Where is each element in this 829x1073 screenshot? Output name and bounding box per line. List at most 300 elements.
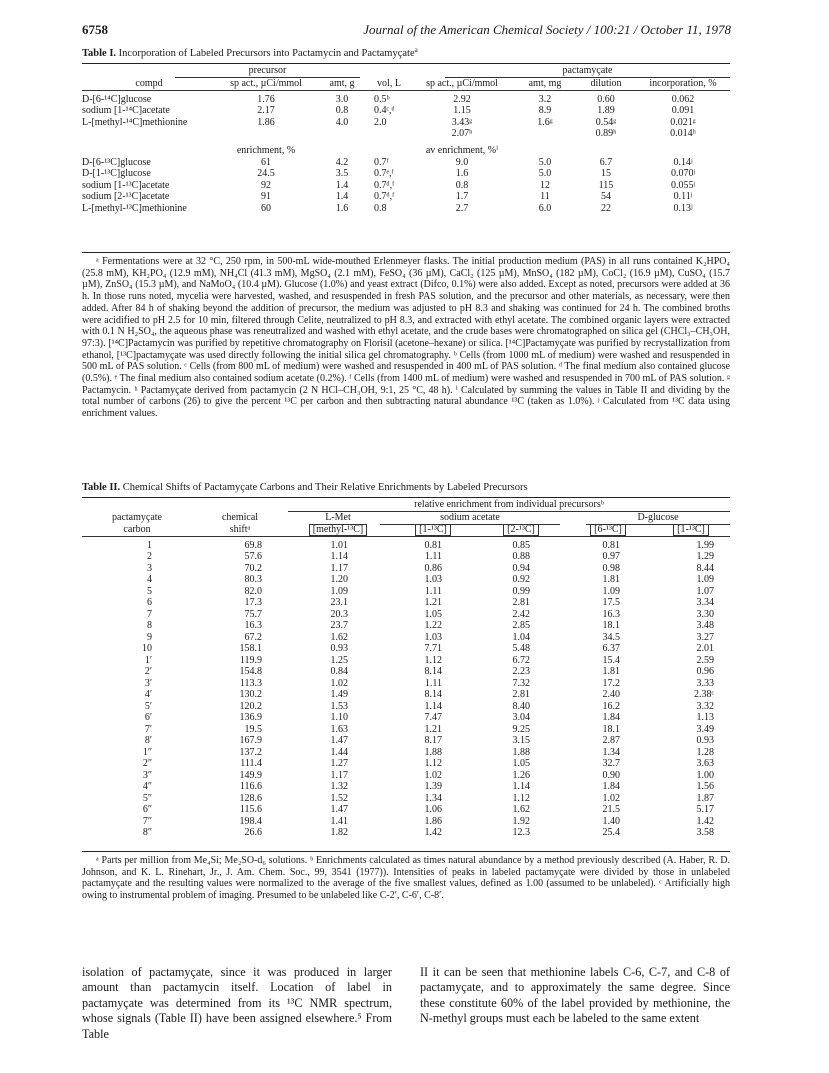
table-cell: 1.27 xyxy=(330,758,348,769)
table2-header-met-label: [methyl-¹³C] xyxy=(309,524,367,536)
table-cell: 0.7ᵈ,ᶠ xyxy=(374,191,395,203)
table1-caption-mark: a xyxy=(414,46,418,54)
table-cell: 0.97 xyxy=(602,551,620,562)
table-cell: 91 xyxy=(261,191,271,203)
table-cell: 137.2 xyxy=(239,746,262,758)
table2-group-glucose: D-glucose xyxy=(637,512,679,523)
table-cell: 17.2 xyxy=(602,677,620,689)
table-row xyxy=(82,747,730,759)
table-cell: 3.33 xyxy=(696,677,714,689)
table-cell: 82.0 xyxy=(244,585,262,597)
table-cell: 32.7 xyxy=(602,758,620,769)
table-cell: 1.17 xyxy=(330,769,348,781)
table-cell: 1.53 xyxy=(330,700,348,712)
table1-subheader-av-enrichment: av enrichment, %ⁱ xyxy=(425,144,499,156)
table-cell: 149.9 xyxy=(239,769,262,781)
table-row xyxy=(82,758,730,770)
table2-label: Table II. xyxy=(82,482,121,493)
table-cell: 136.9 xyxy=(239,712,262,723)
table2-bottom-rule xyxy=(82,851,730,852)
table1-header: dilution xyxy=(590,78,622,89)
table-cell: 1.88 xyxy=(512,746,530,758)
table-cell: 2.40 xyxy=(602,689,620,700)
table-cell: 5.17 xyxy=(696,804,714,815)
table-cell: 0.8 xyxy=(374,202,387,214)
table-cell: 15.4 xyxy=(602,654,620,666)
table-cell: 0.13ʲ xyxy=(673,202,693,214)
table-cell: 0.11ʲ xyxy=(673,191,693,203)
table-cell: 8.14 xyxy=(424,666,442,677)
table-cell: 0.86 xyxy=(424,562,442,574)
table-cell: 1.07 xyxy=(696,585,714,597)
table-row xyxy=(82,563,730,575)
table-cell: 1.11 xyxy=(424,585,442,597)
table-cell: 1.34 xyxy=(602,746,620,758)
table-cell: 9 xyxy=(147,631,152,643)
table-cell: 15 xyxy=(601,168,611,180)
table-row xyxy=(82,105,730,117)
table-row xyxy=(82,804,730,816)
table-cell: D-[1-¹³C]glucose xyxy=(82,168,151,180)
table-cell: 0.99 xyxy=(512,585,530,597)
table-cell: 1.86 xyxy=(424,815,442,827)
table-row xyxy=(82,793,730,805)
table-cell: 1.17 xyxy=(330,562,348,574)
table-row xyxy=(82,191,730,203)
table2-top-rule xyxy=(82,497,730,498)
table-cell: 7.47 xyxy=(424,712,442,723)
table-cell: 1.15 xyxy=(453,105,471,117)
table-cell: 3.63 xyxy=(696,758,714,769)
table-cell: 1.21 xyxy=(424,597,442,608)
table-cell: 0.7ᶠ xyxy=(374,156,389,168)
table-cell: 60 xyxy=(261,202,271,214)
table1-top-rule xyxy=(82,63,730,64)
table-cell: 1.47 xyxy=(330,804,348,815)
table-cell: 1.10 xyxy=(330,712,348,723)
table-cell: 1.6 xyxy=(335,202,349,214)
table-cell: 1.05 xyxy=(512,758,530,769)
table-cell: 1.62 xyxy=(512,804,530,815)
table-cell: 1.28 xyxy=(696,746,714,758)
table-cell: 0.93 xyxy=(330,643,348,654)
table-cell: 3″ xyxy=(142,769,152,781)
table-cell: 0.8 xyxy=(455,179,469,191)
table-cell: 1.81 xyxy=(602,574,620,585)
table-cell: 1.89 xyxy=(597,105,615,117)
table-cell: 70.2 xyxy=(244,562,262,574)
table-row xyxy=(82,632,730,644)
table-row xyxy=(82,712,730,724)
table1-subheader-enrichment: enrichment, % xyxy=(236,144,296,156)
table-cell: 2.01 xyxy=(696,643,714,654)
table2-header-row-1 xyxy=(82,512,730,524)
table-cell: 128.6 xyxy=(239,792,262,804)
table-cell: 1.4 xyxy=(335,191,349,203)
page-number: 6758 xyxy=(82,22,108,37)
table-cell xyxy=(368,128,410,140)
table-cell: 17.3 xyxy=(244,597,262,608)
table-cell: 0.7ᵉ,ᶠ xyxy=(374,168,394,180)
table-cell: 3 xyxy=(147,562,152,574)
table-cell: 0.8 xyxy=(335,105,349,117)
table-cell: 0.5ᵇ xyxy=(374,93,390,105)
table-cell: 6 xyxy=(147,597,152,608)
table-cell: 1.12 xyxy=(424,654,442,666)
table-cell: 1.14 xyxy=(424,700,442,712)
table-cell: 158.1 xyxy=(239,643,262,654)
table-cell: 1.56 xyxy=(696,781,714,792)
table-cell: 1.42 xyxy=(424,827,442,838)
table-cell: 2.23 xyxy=(512,666,530,677)
table-row xyxy=(82,816,730,828)
table-cell: 2.17 xyxy=(257,105,275,117)
table-cell: 1.87 xyxy=(696,792,714,804)
table-cell: 18.1 xyxy=(602,620,620,631)
table-cell: 3.15 xyxy=(512,735,530,746)
table-cell: 8.44 xyxy=(696,562,714,574)
table-cell: 2.59 xyxy=(696,654,714,666)
table-cell xyxy=(82,128,216,140)
table1-header: amt, g xyxy=(329,78,355,89)
table-cell: 1″ xyxy=(142,746,152,758)
table-cell: 6.37 xyxy=(602,643,620,654)
table-cell: 7 xyxy=(147,608,152,620)
table-cell: 3.43ᵍ xyxy=(451,116,473,128)
table-cell: sodium [2-¹³C]acetate xyxy=(82,191,170,203)
table-cell: 1.84 xyxy=(602,781,620,792)
table-cell: 17.5 xyxy=(602,597,620,608)
table-cell: 198.4 xyxy=(239,815,262,827)
table2-header-shift: chemical xyxy=(221,512,259,523)
table-cell: 9.0 xyxy=(455,156,469,168)
table1 xyxy=(82,78,730,215)
body-right-column: II it can be seen that methionine labels C-6, C-7, and C-8 of pactamyçate, and to approximately the same degree. Since these constitute 60% of the label provided by methionine, the N-methyl groups must each be labeled to the same extent xyxy=(420,965,730,1026)
table-cell: sodium [1-¹³C]acetate xyxy=(82,179,170,191)
table-cell: 2.81 xyxy=(512,597,530,608)
table-cell: 8 xyxy=(147,620,152,631)
table-cell: 57.6 xyxy=(244,551,262,562)
table-cell: 120.2 xyxy=(239,700,262,712)
table-cell: 5.48 xyxy=(512,643,530,654)
table-cell: 3.49 xyxy=(696,723,714,735)
table1-caption xyxy=(82,48,418,59)
table-cell: 2.07ʰ xyxy=(451,128,473,140)
table1-group-pactamycate: pactamyçate xyxy=(562,65,613,76)
table-cell: 16.2 xyxy=(602,700,620,712)
table-cell: 1.88 xyxy=(424,746,442,758)
table-cell: 1.40 xyxy=(602,815,620,827)
table-cell: 3.58 xyxy=(696,827,714,838)
table-cell: 1.52 xyxy=(330,792,348,804)
table-cell: 0.7ᵈ,ᶠ xyxy=(374,179,395,191)
table1-header: sp act., µCi/mmol xyxy=(426,78,498,89)
table2-header-glucose-1: [1-¹³C] xyxy=(673,524,709,536)
table-cell: 25.4 xyxy=(602,827,620,838)
table-cell: 16.3 xyxy=(244,620,262,631)
table-cell: 1.03 xyxy=(424,631,442,643)
table-cell: 1.29 xyxy=(696,551,714,562)
table-cell: 1.02 xyxy=(602,792,620,804)
table-row xyxy=(82,551,730,563)
table-cell: 116.6 xyxy=(239,781,262,792)
table-cell: D-[6-¹⁴C]glucose xyxy=(82,93,152,105)
table-cell: 1.6ᵍ xyxy=(537,116,553,128)
table-row xyxy=(82,180,730,192)
table-cell: 0.92 xyxy=(512,574,530,585)
table-cell: 1.14 xyxy=(512,781,530,792)
table-cell: 5″ xyxy=(142,792,152,804)
table-cell: 8.40 xyxy=(512,700,530,712)
table-row xyxy=(82,770,730,782)
table-cell: 113.3 xyxy=(239,677,262,689)
table-row xyxy=(82,655,730,667)
table-cell: 69.8 xyxy=(244,539,262,551)
table-row xyxy=(82,724,730,736)
table-row xyxy=(82,701,730,713)
table-cell xyxy=(514,128,576,140)
table-cell: 1.20 xyxy=(330,574,348,585)
table-cell: 0.81 xyxy=(424,539,442,551)
table-cell: 23.1 xyxy=(330,597,348,608)
table-cell: 3.30 xyxy=(696,608,714,620)
table1-bottom-rule xyxy=(82,252,730,253)
table-cell: 1.22 xyxy=(424,620,442,631)
table-cell: 1.09 xyxy=(602,585,620,597)
table2 xyxy=(82,512,730,839)
table-cell: 1.42 xyxy=(696,815,714,827)
table-cell: 154.8 xyxy=(239,666,262,677)
table-cell: 20.3 xyxy=(330,608,348,620)
table-cell: 7.71 xyxy=(424,643,442,654)
table-cell: 0.60 xyxy=(597,93,615,105)
table-row xyxy=(82,678,730,690)
table-cell: 2″ xyxy=(142,758,152,769)
table-cell: 0.84 xyxy=(330,666,348,677)
table-cell: 18.1 xyxy=(602,723,620,735)
table-cell: 2.92 xyxy=(453,93,471,105)
table-cell: 1.11 xyxy=(424,677,442,689)
table-cell: 0.14ʲ xyxy=(673,156,693,168)
table-cell: 6′ xyxy=(144,712,152,723)
table-cell: 130.2 xyxy=(239,689,262,700)
table-row xyxy=(82,586,730,598)
table-cell: 1.02 xyxy=(424,769,442,781)
table-cell: 3.48 xyxy=(696,620,714,631)
table-cell: sodium [1-¹⁴C]acetate xyxy=(82,105,170,117)
table-cell: 0.021ᵍ xyxy=(670,116,696,128)
table-cell: 0.89ʰ xyxy=(595,128,617,140)
table2-group-acetate: sodium acetate xyxy=(440,512,500,523)
table-row xyxy=(82,203,730,215)
table2-header-acetate-2: [2-¹³C] xyxy=(503,524,539,536)
table1-title: Incorporation of Labeled Precursors into Pactamycin and Pactamyçate xyxy=(118,48,415,59)
table-row xyxy=(82,157,730,169)
table-cell: 1.12 xyxy=(512,792,530,804)
table1-footnotes: ᵃ Fermentations were at 32 °C, 250 rpm, in 500-mL wide-mouthed Erlenmeyer flasks. The initial production medium (PAS) in all runs contained K₂HPO₄ (25.8 mM), KH₂PO₄ (12.9 mM), NH₄Cl (41.3 mM), MgSO₄ (2.1 mM), FeSO₄ (36 µM), CaCl₂ (125 µM), MnSO₄ (182 µM), CoCl₂ (16.9 µM), CuSO₄ (15.7 µM), ZnSO₄ (15.3 µM), and NaMoO₄ (10.4 µM). Glucose (1.0%) and yeast extract (Difco, 0.1%) were also added. Except as noted, precursors were added at 36 h. In those runs noted, mycelia were harvested, washed, and resuspended in fresh PAS solution, and the precursor and other materials, as necessary, were then added. After 84 h of shaking beyond the addition of precursor, the medium was adjusted to pH 8.3 and shaking was continued for 24 h. The combined broths were acidified to pH 2.5 for 10 min, filtered through Celite, neutralized to pH 8.3, and extracted with ethyl acetate. The combined organic layers were extracted with 0.1 N H₂SO₄, the aqueous phase was reneutralized and washed with ethyl acetate, and the crude bases were chromatographed on silica gel (CHCl₃–CH₃OH, 97:3). [¹⁴C]Pactamycin was purified by repetitive chromatography on Florisil (acetone–hexane) or silica. [¹⁴C]Pactamyçate was purified by recrystallization from ethanol, [¹³C]pactamyçate was used directly following the initial silica gel chromatography. ᵇ Cells (from 1000 mL of medium) were washed and resuspended in 500 mL of PAS solution. ᶜ Cells (from 800 mL of medium) were washed and resuspended in 400 mL of PAS solution. ᵈ The final medium also contained glucose (0.5%). ᵉ The final medium also contained sodium acetate (0.2%). ᶠ Cells (from 1400 mL of medium) were washed and resuspended in 700 mL of PAS solution. ᵍ Pactamycin. ʰ Pactamyçate derived from pactamycin (2 N HCl–CH₃OH, 9:1, 25 °C, 48 h). ⁱ Calculated by summing the values in Table II and dividing by the total number of carbons (26) to give the percent ¹³C per carbon and then subtracting natural abundance ¹³C (taken as 1.0%). ʲ Calculated from ¹³C data using enrichment values. xyxy=(82,256,730,420)
table2-header-met: L-Met xyxy=(325,512,351,523)
table-row xyxy=(82,735,730,747)
table-cell: 0.90 xyxy=(602,769,620,781)
table-cell: 6.7 xyxy=(599,156,613,168)
table-cell: 1′ xyxy=(144,654,152,666)
table-cell: 0.94 xyxy=(512,562,530,574)
table-cell: 3.04 xyxy=(512,712,530,723)
table-cell: 5′ xyxy=(144,700,152,712)
table1-group-precursor: precursor xyxy=(248,65,287,76)
table-cell: 61 xyxy=(261,156,271,168)
table-cell: 1.47 xyxy=(330,735,348,746)
table-row xyxy=(82,168,730,180)
table-cell: 1.76 xyxy=(257,93,275,105)
table-cell: 8.14 xyxy=(424,689,442,700)
table2-header-row-2 xyxy=(82,524,730,537)
table-cell: 1.02 xyxy=(330,677,348,689)
table-cell: 1.05 xyxy=(424,608,442,620)
table1-header: vol, L xyxy=(377,78,401,89)
table-cell: 1.99 xyxy=(696,539,714,551)
table-cell: 167.9 xyxy=(239,735,262,746)
table-cell: 4 xyxy=(147,574,152,585)
table-cell xyxy=(316,128,368,140)
table1-header: compd xyxy=(135,78,163,89)
table-cell: 75.7 xyxy=(244,608,262,620)
table-cell: 22 xyxy=(601,202,611,214)
table-cell: 111.4 xyxy=(240,758,262,769)
table-cell: 2 xyxy=(147,551,152,562)
table-cell: 2.42 xyxy=(512,608,530,620)
table-cell: 1.13 xyxy=(696,712,714,723)
table-cell: 2.38ᶜ xyxy=(693,689,714,700)
table-cell: 1 xyxy=(147,539,152,551)
table-cell: 92 xyxy=(261,179,271,191)
table-cell: 5.0 xyxy=(538,168,552,180)
table-row xyxy=(82,94,730,106)
table1-label: Table I. xyxy=(82,48,117,59)
table-cell: 1.62 xyxy=(330,631,348,643)
table-cell: 10 xyxy=(142,643,152,654)
table-cell: 1.92 xyxy=(512,815,530,827)
table-cell: 9.25 xyxy=(512,723,530,735)
table-cell: 6.72 xyxy=(512,654,530,666)
table-cell: 1.06 xyxy=(424,804,442,815)
table-cell: 0.88 xyxy=(512,551,530,562)
table-row xyxy=(82,609,730,621)
table-row xyxy=(82,689,730,701)
table-cell: 6.0 xyxy=(538,202,552,214)
table-cell: 0.4ᶜ,ᵈ xyxy=(374,105,395,117)
table-cell: 2.85 xyxy=(512,620,530,631)
table-row xyxy=(82,781,730,793)
table-cell: 21.5 xyxy=(602,804,620,815)
table-cell: 11 xyxy=(540,191,550,203)
table-cell: 3′ xyxy=(144,677,152,689)
table-cell: 5.0 xyxy=(538,156,552,168)
table-cell: 5 xyxy=(147,585,152,597)
table-cell: 3.5 xyxy=(335,168,349,180)
table-cell: 0.062 xyxy=(671,93,695,105)
table-cell: 1.14 xyxy=(330,551,348,562)
table-cell: 1.11 xyxy=(424,551,442,562)
table-cell: 1.32 xyxy=(330,781,348,792)
table-cell: L-[methyl-¹³C]methionine xyxy=(82,202,187,214)
table-cell: 3.0 xyxy=(335,93,349,105)
table2-title: Chemical Shifts of Pactamyçate Carbons and Their Relative Enrichments by Labeled Precursors xyxy=(122,482,528,493)
table-cell: 1.12 xyxy=(424,758,442,769)
table-cell: 1.03 xyxy=(424,574,442,585)
table-cell: 1.82 xyxy=(330,827,348,838)
table-row xyxy=(82,643,730,655)
table-cell: 0.81 xyxy=(602,539,620,551)
table-cell: 115 xyxy=(598,179,614,191)
table-cell: 1.34 xyxy=(424,792,442,804)
table-cell: 1.7 xyxy=(455,191,469,203)
table-row xyxy=(82,540,730,552)
table-cell: 1.09 xyxy=(330,585,348,597)
table-cell: 7.32 xyxy=(512,677,530,689)
table-cell: 19.5 xyxy=(244,723,262,735)
table-cell: 1.81 xyxy=(602,666,620,677)
table-row xyxy=(82,827,730,839)
table1-header: sp act., µCi/mmol xyxy=(230,78,302,89)
table-cell: 1.39 xyxy=(424,781,442,792)
table-cell: 1.25 xyxy=(330,654,348,666)
table-cell: 1.86 xyxy=(257,116,275,128)
table-cell: 1.21 xyxy=(424,723,442,735)
table-cell: 8.9 xyxy=(538,105,552,117)
table-row xyxy=(82,597,730,609)
table-cell: L-[methyl-¹⁴C]methionine xyxy=(82,116,188,128)
table-cell: 1.41 xyxy=(330,815,348,827)
table-cell: 8″ xyxy=(142,827,152,838)
table-cell: 16.3 xyxy=(602,608,620,620)
table-cell: 1.49 xyxy=(330,689,348,700)
table-cell: 1.6 xyxy=(455,168,469,180)
table-cell: 1.26 xyxy=(512,769,530,781)
table-cell: 1.04 xyxy=(512,631,530,643)
table-cell: 4″ xyxy=(142,781,152,792)
table2-header-acetate-1: [1-¹³C] xyxy=(415,524,451,536)
body-left-column: isolation of pactamyçate, since it was produced in larger amount than pactamycin itself. Location of label in pactamyçate was determined from its ¹³C NMR spectrum, whose signals (Table II) have been assigned elsewhere.⁵ From Table xyxy=(82,965,392,1041)
table-cell: 4.2 xyxy=(335,156,349,168)
table-cell: 0.93 xyxy=(696,735,714,746)
table-cell: 23.7 xyxy=(330,620,348,631)
table-row xyxy=(82,620,730,632)
table-cell: 8′ xyxy=(144,735,152,746)
table-row xyxy=(82,666,730,678)
table-cell: D-[6-¹³C]glucose xyxy=(82,156,151,168)
table-cell: 1.4 xyxy=(335,179,349,191)
table-cell: 2.0 xyxy=(374,116,387,128)
table-cell: 0.070ʲ xyxy=(670,168,696,180)
table-cell: 0.055ʲ xyxy=(670,179,696,191)
table-cell: 0.54ᵍ xyxy=(595,116,617,128)
table-cell: 67.2 xyxy=(244,631,262,643)
table-cell: 8.17 xyxy=(424,735,442,746)
table-cell: 34.5 xyxy=(602,631,620,643)
table-cell: 1.84 xyxy=(602,712,620,723)
table-row xyxy=(82,128,730,140)
table2-header-carbon: pactamyçate xyxy=(112,512,162,523)
table-cell: 1.01 xyxy=(330,539,348,551)
table-cell: 3.27 xyxy=(696,631,714,643)
table1-header: amt, mg xyxy=(528,78,562,89)
table-cell: 0.98 xyxy=(602,562,620,574)
table-cell: 0.96 xyxy=(696,666,714,677)
table-cell: 7″ xyxy=(142,815,152,827)
running-header: Journal of the American Chemical Society / 100:21 / October 11, 1978 xyxy=(363,22,731,37)
table1-header-row xyxy=(82,78,730,90)
